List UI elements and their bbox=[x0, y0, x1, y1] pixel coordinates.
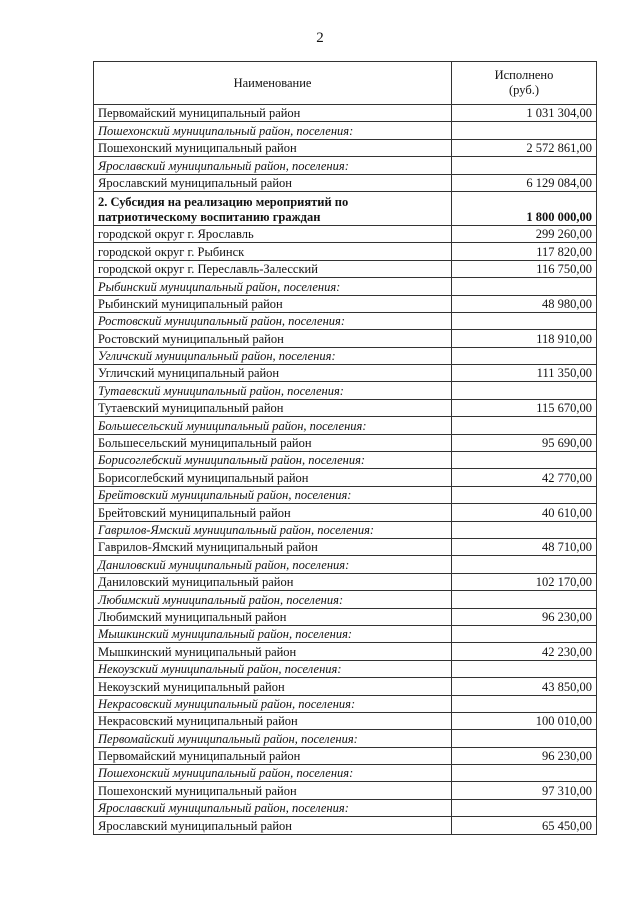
table-subheader-row bbox=[94, 799, 597, 816]
row-amount: 95 690,00 bbox=[452, 434, 597, 451]
amount-header-line2: (руб.) bbox=[509, 83, 539, 97]
table-row bbox=[94, 469, 597, 486]
table-row bbox=[94, 139, 597, 156]
row-amount bbox=[452, 382, 597, 399]
row-amount: 1 800 000,00 bbox=[452, 191, 597, 225]
row-name: Тутаевский муниципальный район bbox=[94, 399, 452, 416]
table-subheader-row bbox=[94, 765, 597, 782]
table-row bbox=[94, 434, 597, 451]
table-row bbox=[94, 105, 597, 122]
row-amount: 115 670,00 bbox=[452, 399, 597, 416]
row-amount: 102 170,00 bbox=[452, 573, 597, 590]
table-subheader-row bbox=[94, 486, 597, 503]
row-name: Тутаевский муниципальный район, поселения: bbox=[94, 382, 452, 399]
row-amount: 40 610,00 bbox=[452, 504, 597, 521]
row-amount: 43 850,00 bbox=[452, 678, 597, 695]
row-name: Большесельский муниципальный район bbox=[94, 434, 452, 451]
row-amount bbox=[452, 486, 597, 503]
table-row bbox=[94, 504, 597, 521]
row-amount: 100 010,00 bbox=[452, 712, 597, 729]
row-amount bbox=[452, 312, 597, 329]
row-name: городской округ г. Рыбинск bbox=[94, 243, 452, 260]
row-name: Рыбинский муниципальный район bbox=[94, 295, 452, 312]
row-name: Некрасовский муниципальный район bbox=[94, 712, 452, 729]
row-amount: 48 980,00 bbox=[452, 295, 597, 312]
row-name: городской округ г. Переславль-Залесский bbox=[94, 260, 452, 277]
row-name: Угличский муниципальный район, поселения: bbox=[94, 347, 452, 364]
row-name: Некоузский муниципальный район, поселения: bbox=[94, 660, 452, 677]
row-name: Ростовский муниципальный район, поселения: bbox=[94, 312, 452, 329]
row-amount bbox=[452, 157, 597, 174]
row-amount bbox=[452, 591, 597, 608]
table-row bbox=[94, 538, 597, 555]
row-name: Борисоглебский муниципальный район bbox=[94, 469, 452, 486]
row-name: Ярославский муниципальный район, поселения: bbox=[94, 157, 452, 174]
row-amount bbox=[452, 452, 597, 469]
table-subheader-row bbox=[94, 660, 597, 677]
row-name: Первомайский муниципальный район bbox=[94, 747, 452, 764]
row-name: Ярославский муниципальный район, поселения: bbox=[94, 799, 452, 816]
table-subheader-row bbox=[94, 347, 597, 364]
row-amount: 118 910,00 bbox=[452, 330, 597, 347]
page-number: 2 bbox=[316, 30, 324, 46]
row-amount: 96 230,00 bbox=[452, 747, 597, 764]
row-name: Любимский муниципальный район, поселения: bbox=[94, 591, 452, 608]
row-amount bbox=[452, 625, 597, 642]
table-row bbox=[94, 608, 597, 625]
table-row bbox=[94, 573, 597, 590]
row-name: Гаврилов-Ямский муниципальный район, поселения: bbox=[94, 521, 452, 538]
row-name: Некоузский муниципальный район bbox=[94, 678, 452, 695]
row-name: Рыбинский муниципальный район, поселения: bbox=[94, 278, 452, 295]
table-subheader-row bbox=[94, 417, 597, 434]
name-column-header: Наименование bbox=[94, 62, 452, 105]
table-row bbox=[94, 243, 597, 260]
row-name: Пошехонский муниципальный район, поселения: bbox=[94, 765, 452, 782]
row-amount: 117 820,00 bbox=[452, 243, 597, 260]
row-amount bbox=[452, 660, 597, 677]
table-subheader-row bbox=[94, 625, 597, 642]
row-name: Ярославский муниципальный район bbox=[94, 817, 452, 834]
table-row bbox=[94, 225, 597, 242]
row-amount bbox=[452, 695, 597, 712]
table-subheader-row bbox=[94, 695, 597, 712]
table-section-row bbox=[94, 191, 597, 225]
row-amount: 42 230,00 bbox=[452, 643, 597, 660]
table-row bbox=[94, 174, 597, 191]
row-amount bbox=[452, 765, 597, 782]
row-name: Первомайский муниципальный район bbox=[94, 105, 452, 122]
row-name: 2. Субсидия на реализацию мероприятий по патриотическому воспитанию граждан bbox=[94, 191, 452, 225]
row-amount: 65 450,00 bbox=[452, 817, 597, 834]
report-table bbox=[93, 61, 597, 835]
table-subheader-row bbox=[94, 382, 597, 399]
table-row bbox=[94, 260, 597, 277]
row-amount: 6 129 084,00 bbox=[452, 174, 597, 191]
row-name: Большесельский муниципальный район, поселения: bbox=[94, 417, 452, 434]
row-name: Некрасовский муниципальный район, поселения: bbox=[94, 695, 452, 712]
table-row bbox=[94, 712, 597, 729]
table-row bbox=[94, 643, 597, 660]
row-amount bbox=[452, 417, 597, 434]
row-amount: 299 260,00 bbox=[452, 225, 597, 242]
table-subheader-row bbox=[94, 312, 597, 329]
row-name: Любимский муниципальный район bbox=[94, 608, 452, 625]
table-row bbox=[94, 399, 597, 416]
row-name: Даниловский муниципальный район bbox=[94, 573, 452, 590]
row-name: Ярославский муниципальный район bbox=[94, 174, 452, 191]
row-amount: 96 230,00 bbox=[452, 608, 597, 625]
table-row bbox=[94, 678, 597, 695]
row-amount: 111 350,00 bbox=[452, 365, 597, 382]
row-amount bbox=[452, 122, 597, 139]
row-amount: 42 770,00 bbox=[452, 469, 597, 486]
row-amount: 97 310,00 bbox=[452, 782, 597, 799]
row-name: Брейтовский муниципальный район bbox=[94, 504, 452, 521]
row-amount bbox=[452, 799, 597, 816]
table-subheader-row bbox=[94, 122, 597, 139]
row-amount bbox=[452, 556, 597, 573]
row-name: Пошехонский муниципальный район bbox=[94, 139, 452, 156]
table-subheader-row bbox=[94, 157, 597, 174]
row-amount: 48 710,00 bbox=[452, 538, 597, 555]
row-name: Пошехонский муниципальный район bbox=[94, 782, 452, 799]
row-amount: 116 750,00 bbox=[452, 260, 597, 277]
row-name: Первомайский муниципальный район, поселения: bbox=[94, 730, 452, 747]
row-name: Даниловский муниципальный район, поселения: bbox=[94, 556, 452, 573]
row-name: Гаврилов-Ямский муниципальный район bbox=[94, 538, 452, 555]
row-amount bbox=[452, 730, 597, 747]
row-name: Ростовский муниципальный район bbox=[94, 330, 452, 347]
row-name: Мышкинский муниципальный район, поселения: bbox=[94, 625, 452, 642]
table-row bbox=[94, 365, 597, 382]
table-subheader-row bbox=[94, 591, 597, 608]
table-row bbox=[94, 330, 597, 347]
row-amount: 2 572 861,00 bbox=[452, 139, 597, 156]
table-row bbox=[94, 817, 597, 834]
row-name: Угличский муниципальный район bbox=[94, 365, 452, 382]
row-amount bbox=[452, 347, 597, 364]
table-subheader-row bbox=[94, 556, 597, 573]
row-name: Мышкинский муниципальный район bbox=[94, 643, 452, 660]
table-subheader-row bbox=[94, 452, 597, 469]
row-name: Борисоглебский муниципальный район, поселения: bbox=[94, 452, 452, 469]
table-subheader-row bbox=[94, 278, 597, 295]
row-amount bbox=[452, 278, 597, 295]
table-row bbox=[94, 747, 597, 764]
amount-column-header bbox=[452, 62, 597, 105]
row-name: городской округ г. Ярославль bbox=[94, 225, 452, 242]
table-subheader-row bbox=[94, 730, 597, 747]
amount-header-line1: Исполнено bbox=[494, 68, 554, 82]
row-amount bbox=[452, 521, 597, 538]
table-header-row bbox=[94, 62, 597, 105]
table-row bbox=[94, 295, 597, 312]
row-name: Пошехонский муниципальный район, поселения: bbox=[94, 122, 452, 139]
row-amount: 1 031 304,00 bbox=[452, 105, 597, 122]
table-subheader-row bbox=[94, 521, 597, 538]
row-name: Брейтовский муниципальный район, поселения: bbox=[94, 486, 452, 503]
table-row bbox=[94, 782, 597, 799]
